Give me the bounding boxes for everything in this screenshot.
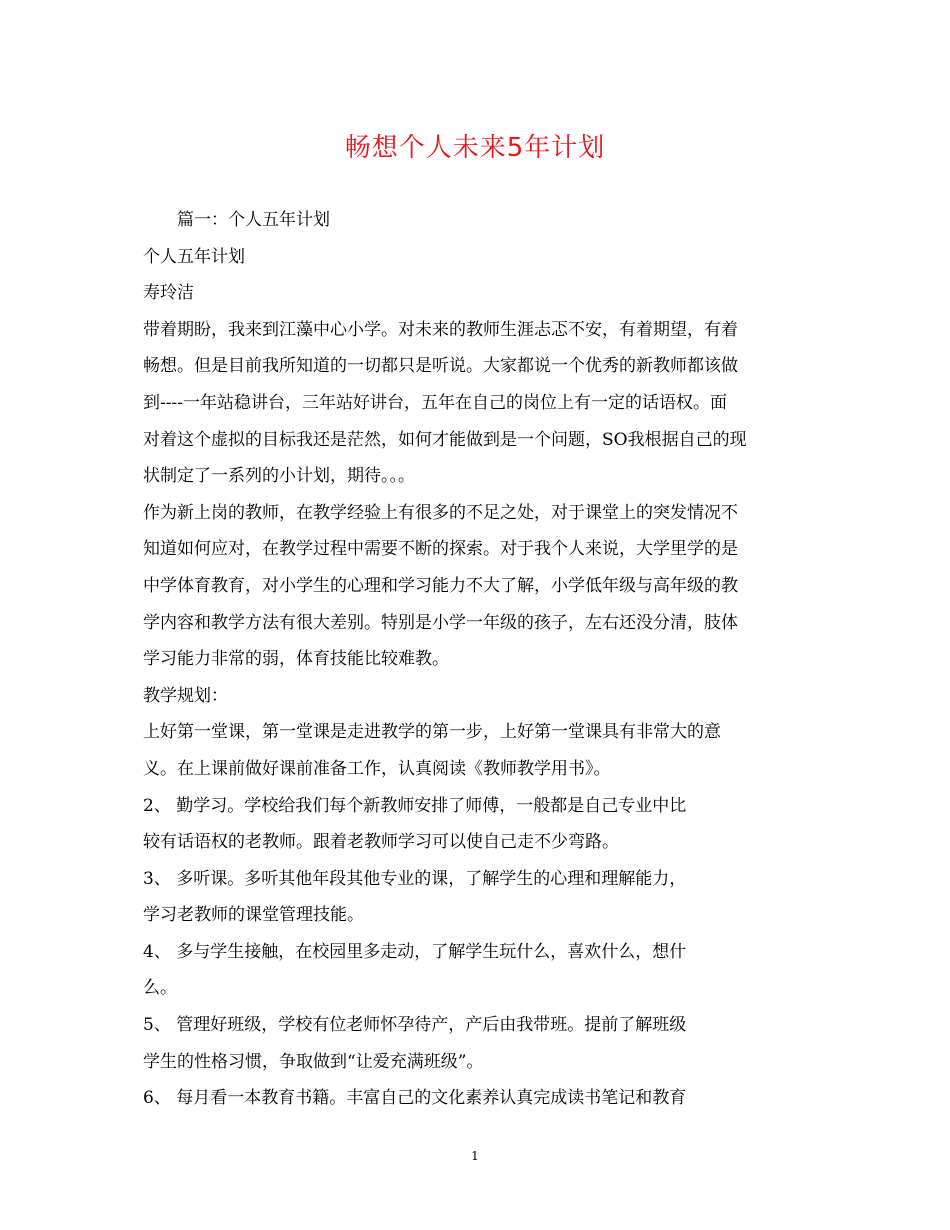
document-body (143, 202, 808, 1117)
section-label: 教学规划： (143, 685, 228, 706)
document-title: 畅想个人未来5年计划 (344, 133, 606, 163)
list-item-line: 学生的性格习惯，争取做到“让爱充满班级”。 (143, 1051, 484, 1072)
list-item-line: 2、 勤学习。学校给我们每个新教师安排了师傅，一般都是自己专业中比 (143, 795, 687, 816)
subtitle: 个人五年计划 (143, 246, 245, 267)
paragraph-line: 到----一年站稳讲台，三年站好讲台，五年在自己的岗位上有一定的话语权。面 (143, 392, 727, 413)
list-item-line: 上好第一堂课，第一堂课是走进教学的第一步，上好第一堂课具有非常大的意 (143, 722, 721, 743)
list-item-line: 较有话语权的老教师。跟着老教师学习可以使自己走不少弯路。 (143, 832, 619, 853)
paragraph-line: 对着这个虚拟的目标我还是茫然，如何才能做到是一个问题，SO我根据自己的现 (143, 429, 747, 450)
paragraph-line: 畅想。但是目前我所知道的一切都只是听说。大家都说一个优秀的新教师都该做 (143, 356, 738, 377)
paragraph-line: 知道如何应对，在教学过程中需要不断的探索。对于我个人来说，大学里学的是 (143, 539, 738, 560)
section-heading: 篇一：个人五年计划 (177, 210, 330, 230)
list-item-line: 学习老教师的课堂管理技能。 (143, 905, 364, 926)
paragraph-line: 状制定了一系列的小计划，期待。。。 (143, 466, 415, 487)
page-number: 1 (471, 1149, 479, 1163)
list-item-line: 义。在上课前做好课前准备工作，认真阅读《教师教学用书》。 (143, 758, 611, 779)
author-name: 寿玲洁 (143, 283, 194, 304)
paragraph-line: 作为新上岗的教师，在教学经验上有很多的不足之处，对于课堂上的突发情况不 (143, 502, 738, 523)
list-item-line: 5、 管理好班级，学校有位老师怀孕待产，产后由我带班。提前了解班级 (143, 1015, 687, 1036)
list-item-line: 4、 多与学生接触，在校园里多走动，了解学生玩什么，喜欢什么，想什 (143, 941, 687, 962)
paragraph-line: 学习能力非常的弱，体育技能比较难教。 (143, 649, 449, 670)
paragraph-line: 中学体育教育，对小学生的心理和学习能力不大了解，小学低年级与高年级的教 (143, 575, 738, 596)
list-item-line: 3、 多听课。多听其他年段其他专业的课，了解学生的心理和理解能力， (143, 868, 687, 889)
paragraph-line: 学内容和教学方法有很大差别。特别是小学一年级的孩子，左右还没分清，肢体 (143, 612, 738, 633)
paragraph-line: 带着期盼，我来到江藻中心小学。对未来的教师生涯忐忑不安，有着期望，有着 (143, 319, 738, 340)
list-item-line: 么。 (143, 978, 177, 999)
list-item-line: 6、 每月看一本教育书籍。丰富自己的文化素养认真完成读书笔记和教育 (143, 1088, 687, 1109)
